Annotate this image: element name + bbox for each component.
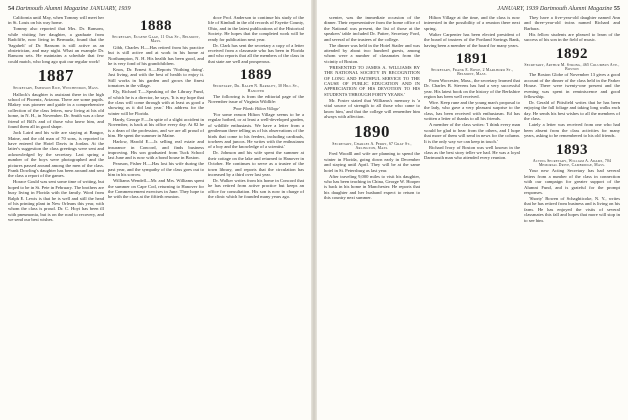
- class-secretary: Acting Secretary, William A. Adams, 704 Memorial Drive, Cambridge, Mass.: [532, 158, 612, 167]
- paragraph: Dr. Clark has sent the secretary a copy of a letter received from a classmate who has been in Florida and who reports that all the members of the class in that state are well and prosperous.: [208, 42, 304, 64]
- right-page: [316, 0, 628, 420]
- left-issue-date: JANUARY, 1939: [89, 5, 131, 12]
- paragraph: 'PRESENTED TO JAMES A. WILLIAMS BY THE NATIONAL SOCIETY IN RECOGNITION OF LONG AND FAITHFUL SERVICE TO THE CAUSE OF PUBLIC EDUCATION AND IN APPRECIATION OF HIS DEVOTION TO HIS STUDENTS THROUGH FORTY YEARS.': [324, 64, 420, 97]
- paragraph: Pearson, Fisher H.—Has lost his wife during the past year, and the sympathy of the class goes out to him in his sorrow.: [108, 161, 204, 178]
- paragraph: The dinner was held in the Hotel Statler and was attended by about two hundred guests, among whom were a number of classmates from the vicinity of Boston.: [324, 42, 420, 64]
- paragraph: Tommy also reported that Mrs. Dr. Ransom, while visiting her daughter, a graduate from Radcliffe, now living in Bermuda, found that the 'Sagahelt' of Dr. Ransom is still active as an obstetrician, and may night. What an example Dr. Ransom sets. He maintains a schedule that few could match, who long ago quit our regular work!: [8, 26, 104, 64]
- paragraph: The Boston Globe of November 13 gives a good account of the dinner of the class held in the Parker House. There were twenty-one present and the evening was spent in reminiscence and good fellowship.: [524, 72, 620, 100]
- paragraph: The following is from the editorial page of the November issue of Virginia Wildlife:: [208, 94, 304, 105]
- paragraph: Williams Wendell—Mr. and Mrs. Williams spent the summer on Cape Cod, returning to Hanover for the Commencement exercises in June. They hope to be with the class at the fiftieth reunion.: [108, 178, 204, 200]
- class-year-heading: 1888: [140, 18, 172, 34]
- paragraph: Lately a letter was received from one who had been absent from the class activities for many years, asking to be remembered to his old friends.: [524, 122, 620, 139]
- paragraph: scenter, was the immediate occasion of the dinner. Their representative from the home office of the National was present, the list of those at the speakers' table included Dr. Pattee, Secretary Ford, and several of the trustees of the college.: [324, 15, 420, 42]
- paragraph: 'For some reason Hilton Village seems to be a regular hotbed, or at least a well-developed garden, of wildlife enthusiasts. We have a letter from a gentleman there telling us of his observations of the birds that come to his feeders, including cardinals, towhees and juncos. He writes with the enthusiasm of a boy and the knowledge of a scientist.': [208, 111, 304, 150]
- paragraph: Hardy, George F.—In spite of a slight accident in November, is back at his office every day. At 82 he is a dean of the profession, and we are all proud of him. He spent the summer in Maine.: [108, 116, 204, 139]
- paragraph: Walter Carpenter has been elected president of the board of trustees of the Portland Savings Bank, having been a member of the board for many years.: [424, 31, 520, 48]
- class-secretary: Secretary, Charles A. Perry, 67 Gray St., Arlington, Mass.: [332, 141, 412, 150]
- paragraph: Wire. Keep rune and the young man's proposal to the lady, who gave a very pleasant surprise to the class, has been received with enthusiasm. Ed has written a letter of thanks to all his friends.: [424, 100, 520, 122]
- left-running-head: [8, 5, 131, 12]
- class-year-heading: 1892: [556, 45, 588, 62]
- right-issue-date: JANUARY, 1939: [497, 5, 539, 12]
- paragraph: Your new Acting Secretary has had several letters from a number of the class in connection with our campaign for greater support of the Alumni Fund, and is grateful for the prompt responses.: [524, 168, 620, 195]
- class-secretary: Secretary, Arthur M. Strong, 465 Columbus Ave., Boston: [524, 62, 620, 72]
- paragraph: Dr. Walker writes from his home in Concord that he has retired from active practice but keeps an office for consultation. His son is now in charge of the clinic which he founded many years ago.: [208, 177, 304, 200]
- right-running-head: [497, 5, 620, 12]
- paragraph: His fellow students are pleased to learn of the success of his son in the field of music.: [524, 31, 620, 43]
- paragraph: From Worcester, Mass., the secretary learned that Dr. Charles B. Stevens has had a very successful year. His latest book on the history of the Berkshire region has been well received.: [424, 77, 520, 100]
- paragraph: Harlow, Harold E.—Is selling real estate and insurance in Concord, and finds business improving. His son graduated from Tuck School last June and is now with a bond house in Boston.: [108, 139, 204, 161]
- article-subhead: 'Poor Plank: Hilton Village': [232, 105, 280, 111]
- paragraph: Horace Gould was sent some time of writing, but hoped to be in St. Pete in February. The brothers are busy living in Florida with the family. Word from Ralph E. Lewis is that he is well and still the head of his printing plant in New Orleans this year, with whom the class is proud. Dr. C. Hoyt has been ill with pneumonia, but is on the road to recovery, and we send our best wishes.: [8, 179, 104, 223]
- paragraph: Jack Laird and his wife are staying at Bangor, Maine, and the old man of 70 sons, is reported to have entered the Hotel Davis in Jordan. At the latter's suggestion the class greetings were sent and acknowledged by the secretary. Last spring a number of the boys were photographed and the pictures passed around among the men of the class. Frank Dowling's daughter has been around and sent the class a report of the games.: [8, 130, 104, 179]
- paragraph: Mr. Foster stated that Williams's memory is 'a vital source of strength to all those who came to know him,' and that the college will remember him always with affection.: [324, 97, 420, 120]
- paragraph: California until May, when Tommy will meet her in St. Louis on his way home.: [8, 15, 104, 26]
- paragraph: Gibb, Charles H.—Has retired from his practice but is still active and at work in his home at Northampton, N. H. His health has been good, and he is very fond of his grandchildren.: [108, 44, 204, 67]
- paragraph: Dr. Gerald of Pittsfield writes that he has been enjoying the fall foliage and taking long walks each day. He sends his best wishes to all the members of the class.: [524, 100, 620, 122]
- right-column-2: [424, 15, 520, 416]
- class-secretary: Secretary, Emerson Rice, Winchendon, Mass.: [13, 86, 99, 91]
- left-page-number: 54: [8, 5, 15, 12]
- paragraph: They have a five-year-old daughter named Ann and three-year-old twins named Richard and Barbara.: [524, 15, 620, 31]
- left-column-2: [108, 15, 204, 416]
- right-columns: [324, 15, 620, 416]
- paragraph: Hallock's daughter is assistant there in the high school of Phoenix, Arizona. There are some pupils. Blakey was pioneer and guide in a comprehensive collection of the class letters, now living at his old home, in N. H., in November. Dr. Smith was a close friend of Bill's and of those who knew him, and found them all in good shape.: [8, 91, 104, 130]
- right-magazine-title: Dartmouth Alumni Magazine: [539, 5, 613, 12]
- class-year-heading: 1893: [556, 141, 588, 158]
- paragraph: doce Prof. Anderson to continue his study of the life of Kimball in the old records of Fayette County, Ohio, and in the latest publications of the Historical Society. He hopes that the completed work will be ready for publication next year.: [208, 15, 304, 42]
- left-columns: [8, 15, 304, 416]
- paragraph: Dr. Johnson and his wife spent the summer at their cottage on the lake and returned to Hanover in October. He continues to serve as a trustee of the town library, and reports that the circulation has increased by a third over last year.: [208, 150, 304, 177]
- paragraph: Fred Woodll and wife are planning to spend the winter in Florida, going down early in December and staying until April. They will be at the same hotel in St. Petersburg as last year.: [324, 151, 420, 173]
- class-year-heading: 1887: [38, 66, 74, 86]
- left-column-3: [208, 15, 304, 416]
- paragraph: After traveling 9,000 miles to visit his daughter, who has been teaching in China, George W. Hooper is back in his home in Manchester. He reports that his daughter and her husband expect to return to this country next summer.: [324, 173, 420, 201]
- right-column-1: [324, 15, 420, 416]
- left-column-1: [8, 15, 104, 416]
- paragraph: Ely, Richard T.—Speaking of the Library Fund, of which he is a director, he says, 'It is my hope that the class will come through with at least as good a showing as it did last year.' His address for the winter will be Florida.: [108, 89, 204, 116]
- class-year-heading: 1890: [354, 121, 390, 141]
- class-year-heading: 1891: [456, 51, 488, 68]
- paragraph: A member of the class writes: 'I think every man would be glad to hear from the others, and I hope that more of them will send in news for the column. It is the only way we can keep in touch.': [424, 122, 520, 144]
- paragraph: Richard Ivory of Boston was well known in the class as the best story teller we had. He was a loyal Dartmouth man who attended every reunion.: [424, 144, 520, 161]
- class-secretary: Secretary, Eugene Gage, 11 Oak St., Belmont, Mass.: [112, 35, 200, 44]
- paragraph: Knox, Dr. Ernest S.—Reports 'Nothing doing'. Just living, and with the best of health to enjoy it. Still works in his garden and grows the finest tomatoes in the village.: [108, 67, 204, 89]
- paragraph: 'Shorty' Bowen of Schaghticoke, N. Y., writes that he has retired from business and is living on his farm. He has enjoyed the visits of several classmates this fall and hopes that more will stop in to see him.: [524, 195, 620, 223]
- class-secretary: Secretary, Dr. Ralph N. Barkley, 30 Hill St., Hanover: [212, 84, 300, 93]
- right-page-number: 55: [613, 5, 620, 12]
- left-page: [0, 0, 312, 420]
- left-magazine-title: Dartmouth Alumni Magazine: [15, 5, 89, 12]
- right-column-3: [524, 15, 620, 416]
- paragraph: Hilton Village at the time, and the class is now interested in the possibility of a reunion there next spring.: [424, 15, 520, 31]
- class-secretary: Secretary, Frank E. Rowe, 2 Marlboro St., Belmont, Mass.: [430, 68, 514, 77]
- class-year-heading: 1889: [240, 67, 272, 84]
